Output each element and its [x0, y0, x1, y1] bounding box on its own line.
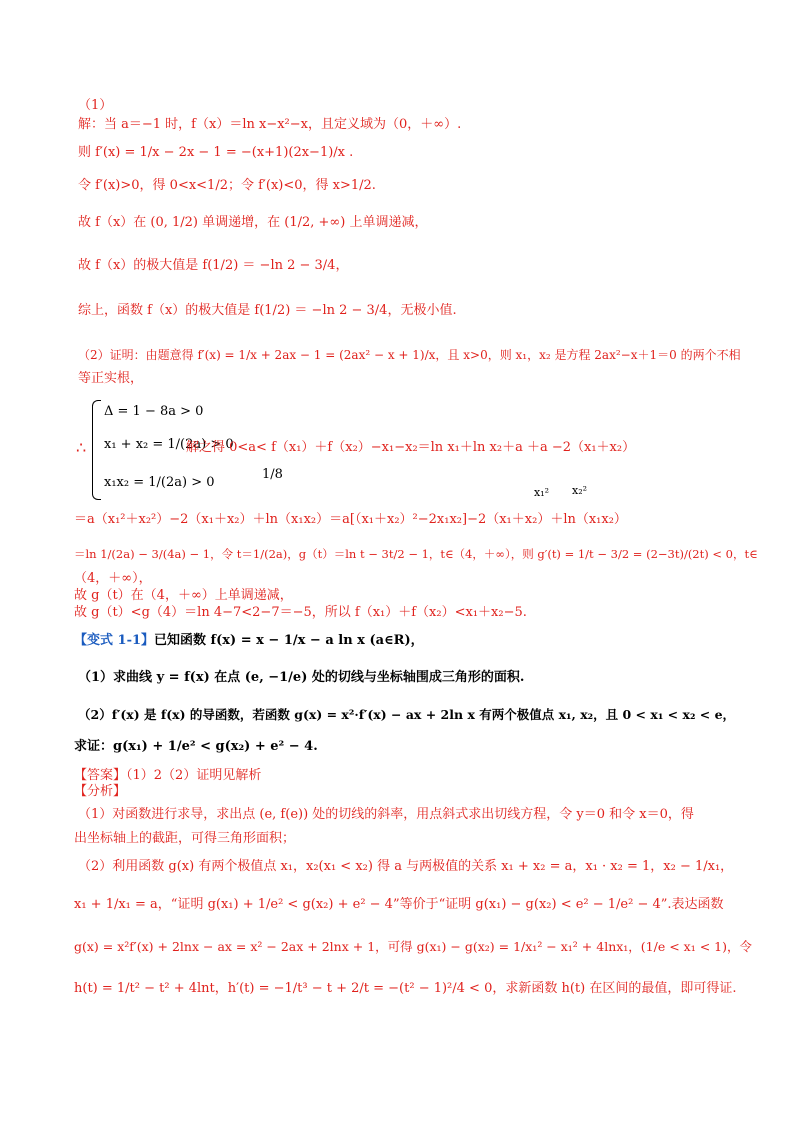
part2-line-2: 等正实根， — [78, 371, 144, 386]
answer-text: （1）2（2）证明见解析 — [126, 768, 262, 783]
part2-line-1: （2）证明：由题意得 f′(x) = 1/x + 2ax − 1 = (2ax² − x + 1)/x，且 x>0，则 x₁，x₂ 是方程 2ax²−x＋1＝0 的两个不相 — [78, 348, 741, 362]
part1-label: （1） — [78, 98, 113, 113]
variant-question-1: （1）求曲线 y = f(x) 在点 (e, −1/e) 处的切线与坐标轴围成三角形的面积. — [78, 670, 525, 685]
therefore-symbol: ∴ — [76, 438, 87, 457]
part1-line-5: 故 f（x）的极大值是 f(1/2) ＝ −ln 2 − 3/4， — [78, 258, 349, 273]
part2-line-5: （4，＋∞）， — [74, 571, 152, 586]
analysis-line-4: x₁ + 1/x₁ = a，“证明 g(x₁) + 1/e² < g(x₂) + e² − 4”等价于“证明 g(x₁) − g(x₂) < e² − 1/e² − 4”.表达函数 — [74, 897, 724, 912]
frac-1-8: 1/8 — [262, 467, 283, 482]
part1-line-4: 故 f（x）在 (0, 1/2) 单调递增，在 (1/2, +∞) 上单调递减， — [78, 215, 428, 230]
variant-question-3: 求证：g(x₁) + 1/e² < g(x₂) + e² − 4. — [74, 739, 318, 754]
part2-line-4: ＝ln 1/(2a) − 3/(4a) − 1，令 t＝1/(2a)，g（t）＝ln t − 3t/2 − 1，t∈（4，＋∞），则 g′(t) = 1/t − 3/2 = (2−3t)/(2t) < 0，t∈ — [74, 547, 758, 561]
system-brace — [92, 400, 101, 500]
part2-line-6: 故 g（t）在（4，＋∞）上单调递减， — [74, 588, 293, 603]
part1-line-1: 解：当 a＝−1 时，f（x）＝ln x−x²−x，且定义域为（0，＋∞）. — [78, 117, 462, 132]
part2-line-3: ＝a（x₁²＋x₂²）−2（x₁＋x₂）＋ln（x₁x₂）＝a[（x₁＋x₂）²−2x₁x₂]−2（x₁＋x₂）＋ln（x₁x₂） — [74, 512, 627, 527]
analysis-tag: 【分析】 — [74, 784, 127, 799]
x2-squared: x₂² — [572, 484, 588, 497]
variant-heading — [74, 632, 424, 650]
part1-line-2: 则 f′(x) = 1/x − 2x − 1 = −(x+1)(2x−1)/x . — [78, 145, 354, 160]
analysis-line-6: h(t) = 1/t² − t² + 4lnt，h′(t) = −1/t³ − t + 2/t = −(t² − 1)²/4 < 0，求新函数 h(t) 在区间的最值，即可得证. — [74, 981, 737, 996]
x1-squared: x₁² — [534, 486, 550, 499]
system-eq-1: Δ = 1 − 8a > 0 — [104, 404, 204, 419]
solve-line: 解之得 0<a< f（x₁）＋f（x₂）−x₁−x₂＝ln x₁＋ln x₂＋a ＋a −2（x₁＋x₂） — [186, 440, 636, 455]
analysis-line-2: 出坐标轴上的截距，可得三角形面积； — [74, 831, 296, 846]
part1-line-3: 令 f′(x)>0，得 0<x<1/2；令 f′(x)<0，得 x>1/2. — [78, 178, 376, 193]
analysis-line-1: （1）对函数进行求导，求出点 (e, f(e)) 处的切线的斜率，用点斜式求出切线方程，令 y＝0 和令 x＝0，得 — [78, 807, 694, 822]
part2-line-7: 故 g（t）<g（4）＝ln 4−7<2−7＝−5，所以 f（x₁）＋f（x₂）<x₁＋x₂−5. — [74, 605, 527, 620]
variant-intro: 已知函数 f(x) = x − 1/x − a ln x (a∈R)， — [154, 633, 424, 648]
variant-tag: 【变式 1-1】 — [74, 633, 155, 648]
answer-tag: 【答案】 — [74, 768, 127, 783]
part1-line-6: 综上，函数 f（x）的极大值是 f(1/2) ＝ −ln 2 − 3/4，无极小值. — [78, 303, 457, 318]
system-eq-2: x₁ + x₂ = 1/(2a) > 0 — [104, 437, 234, 452]
system-eq-3: x₁x₂ = 1/(2a) > 0 — [104, 475, 215, 490]
analysis-line-3: （2）利用函数 g(x) 有两个极值点 x₁，x₂(x₁ < x₂) 得 a 与两极值的关系 x₁ + x₂ = a，x₁ · x₂ = 1，x₂ − 1/x₁， — [78, 859, 734, 874]
analysis-line-5: g(x) = x²f′(x) + 2lnx − ax = x² − 2ax + 2lnx + 1，可得 g(x₁) − g(x₂) = 1/x₁² − x₁² + 4lnx₁，(1/e < x₁ < 1)，令 — [74, 939, 752, 954]
variant-question-2: （2）f′(x) 是 f(x) 的导函数，若函数 g(x) = x²·f′(x) − ax + 2ln x 有两个极值点 x₁, x₂，且 0 < x₁ < x₂ < e， — [78, 707, 736, 722]
